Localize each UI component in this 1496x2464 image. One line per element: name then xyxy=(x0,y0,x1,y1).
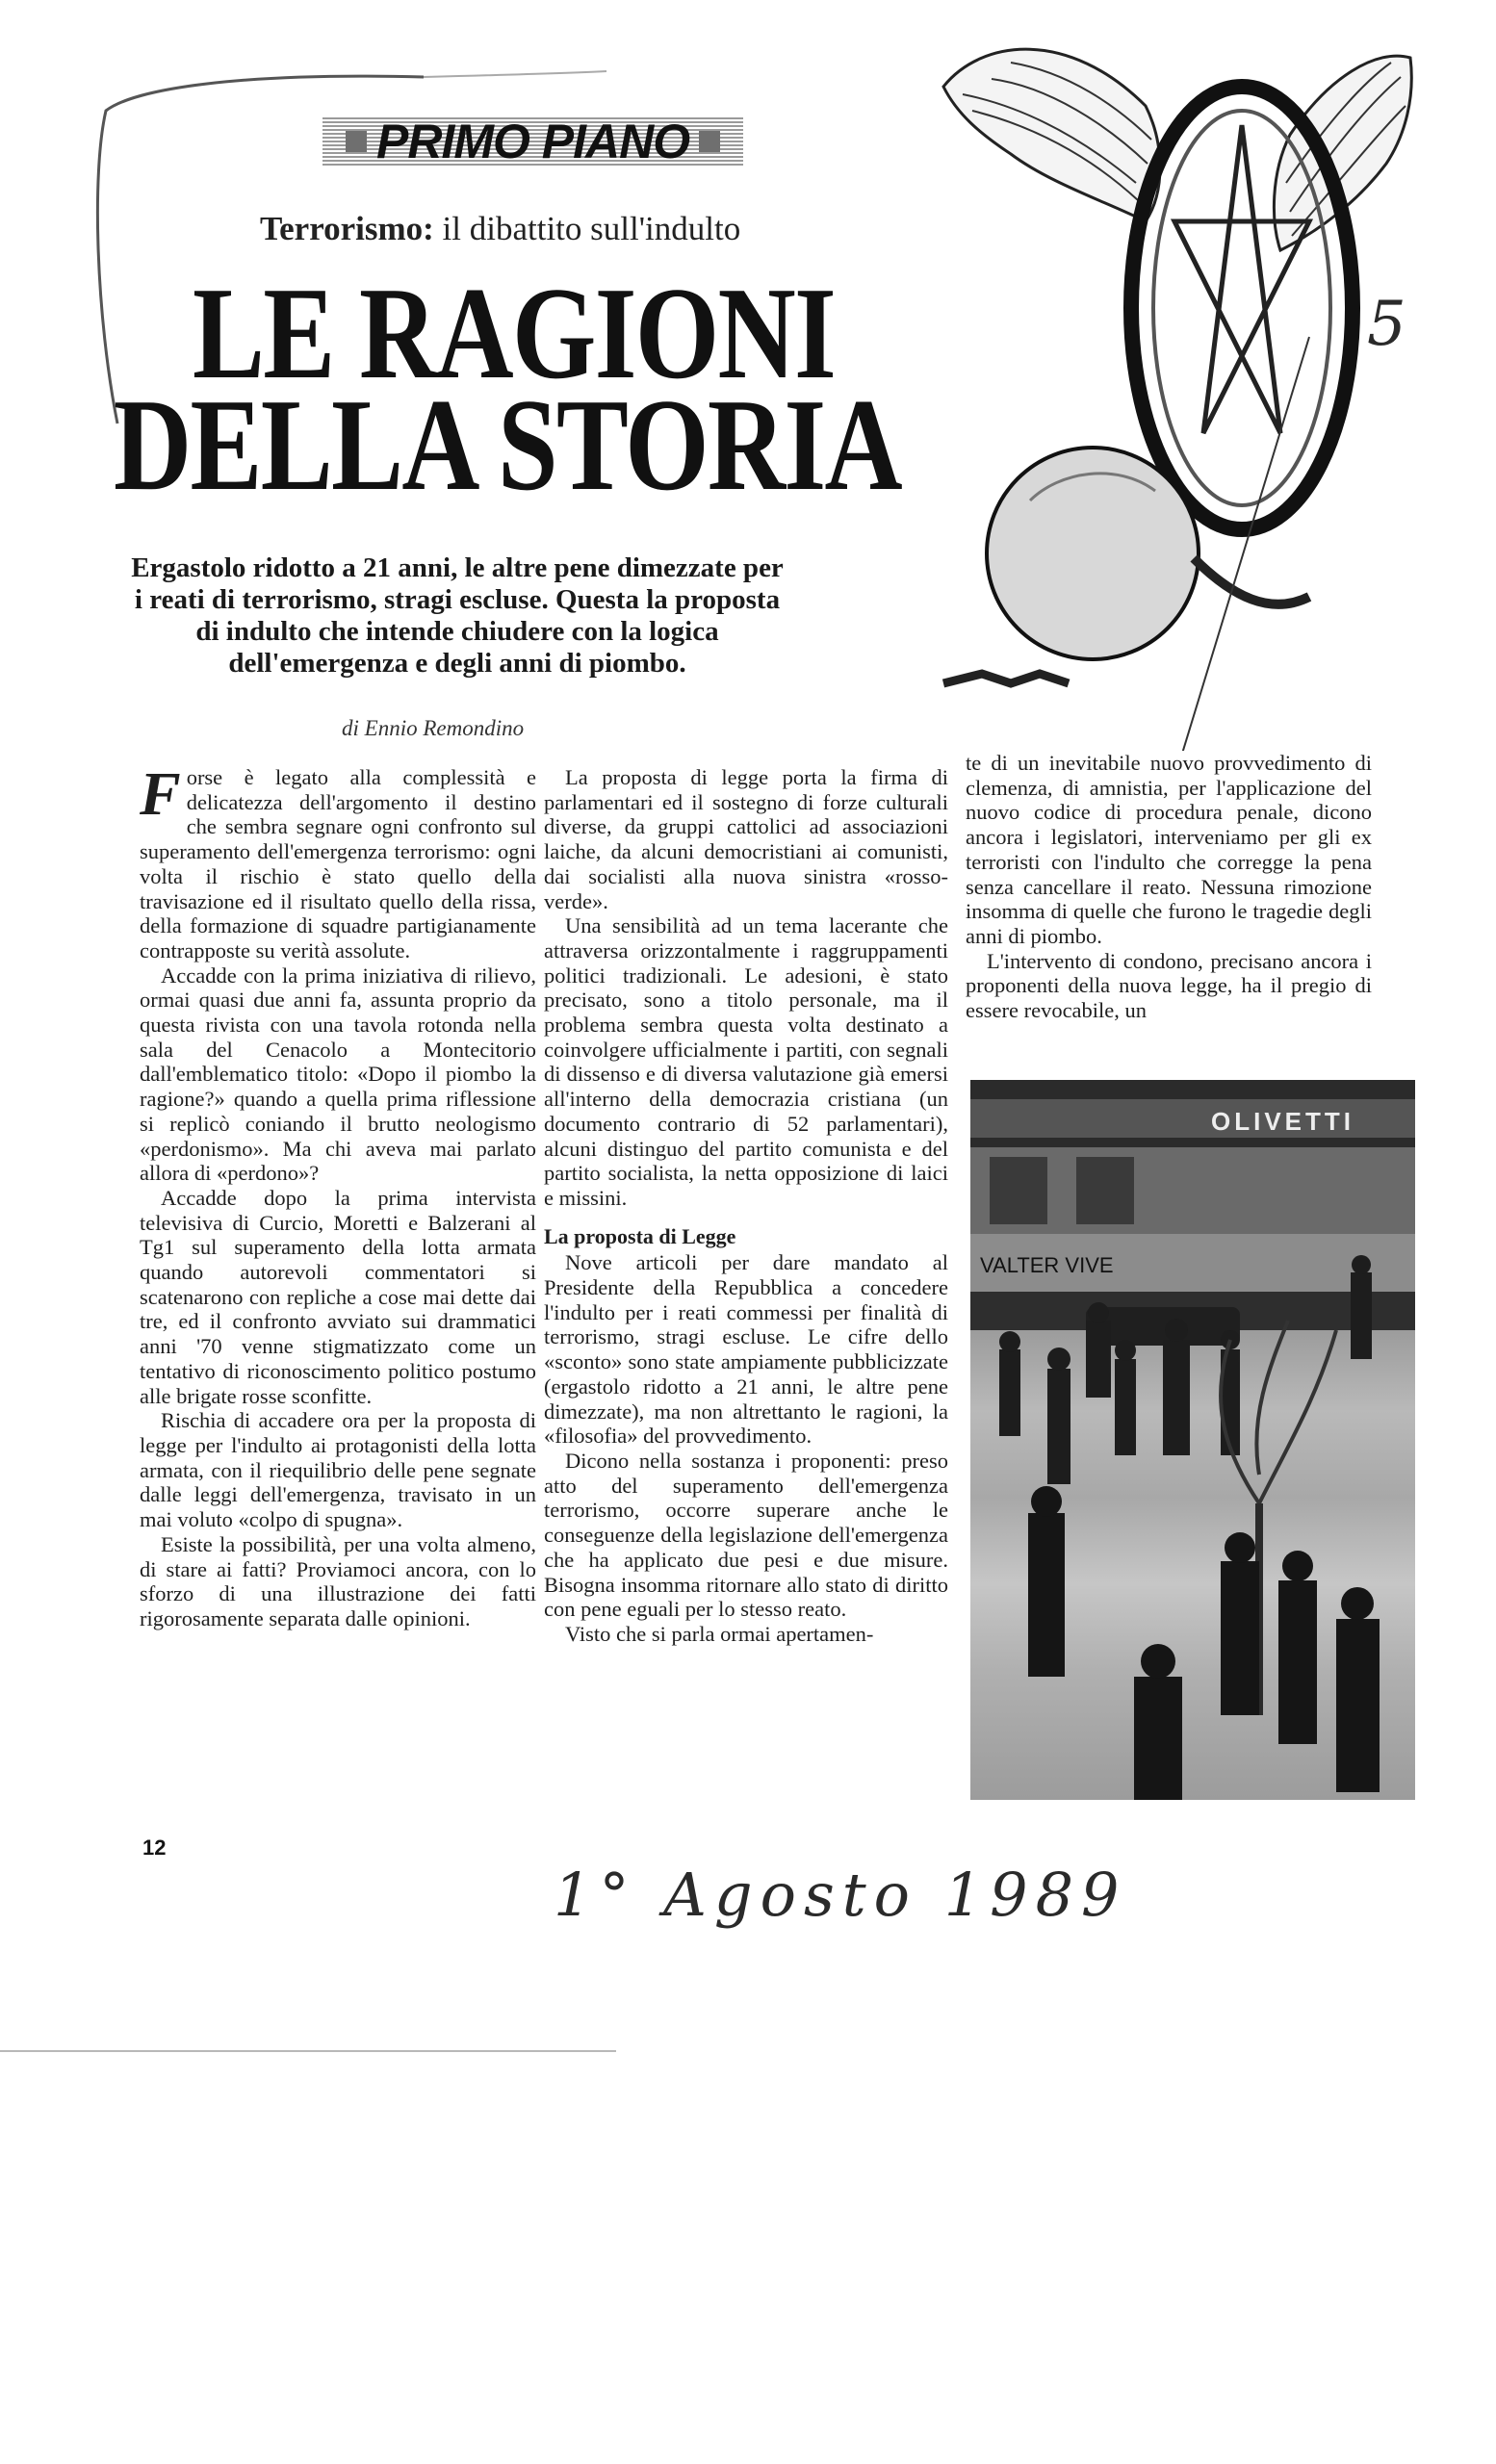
col1-paragraph: Accadde con la prima iniziativa di rilievo, ormai quasi due anni fa, assunta proprio da questa rivista con una tavola rotonda nella sala del Cenacolo a Montecitorio dall'emblematico titolo: «Dopo il piombo la ragione?» quando a quella prima riflessione si replicò coniando il brutto neologismo «perdonismo». Ma chi aveva mai parlato allora di «perdono»? xyxy=(140,962,536,1186)
handwritten-mark: 5 xyxy=(1367,289,1406,360)
page-number: 12 xyxy=(142,1835,167,1860)
headline xyxy=(114,260,901,518)
photo-wall-writing: VALTER VIVE xyxy=(980,1253,1114,1277)
dropcap: F xyxy=(140,759,181,828)
col3-paragraph: te di un inevitabile nuovo provvedimento di clemenza, di amnistia, per l'applicazione del nuovo codice di procedura penale, dicono ancora i legislatori, interveniamo per gli ex terroristi con l'indulto che corregge la pena senza cancellare il reato. Nessuna rimozione insomma di quelle che furono le tragedie degli anni di piombo. xyxy=(966,751,1372,948)
col1-paragraph: Esiste la possibilità, per una volta almeno, di stare ai fatti? Proviamoci ancora, con lo sforzo di una illustrazione dei fatti rigorosamente separata dalle opinioni. xyxy=(140,1531,536,1630)
subject-lead: Terrorismo: xyxy=(260,210,434,247)
photo-drawing xyxy=(970,1080,1415,1800)
col2-paragraph: Dicono nella sostanza i proponenti: preso atto del superamento dell'emergenza terrorismo, occorre superare anche le conseguenze della legislazione dell'emergenza che ha applicato due pesi e due misure. Bisogna insomma ritornare allo stato di diritto con pene eguali per lo stesso reato. xyxy=(544,1448,948,1622)
street-scene-photo xyxy=(970,1080,1415,1800)
col3-paragraph: L'intervento di condono, precisano ancora i proponenti della nuova legge, ha il pregio di essere revocabile, un xyxy=(966,948,1372,1023)
article-column-3 xyxy=(966,751,1372,1023)
deck: Ergastolo ridotto a 21 anni, le altre pene dimezzate per i reati di terrorismo, stragi escluse. Questa la proposta di indulto che intende chiudere con la logica dell'emergenza e degli anni di piombo. xyxy=(131,552,784,679)
scan-bottom-edge xyxy=(0,2050,616,2052)
handwritten-date: 1° Agosto 1989 xyxy=(554,1860,1127,1930)
col1-paragraph xyxy=(140,759,536,963)
winged-ball-and-chain-illustration xyxy=(924,19,1425,751)
kicker-square-left-icon xyxy=(346,131,367,152)
headline-line-2: DELLA STORIA xyxy=(114,372,901,518)
headline-line-1: LE RAGIONI xyxy=(193,260,836,406)
section-kicker-label: PRIMO PIANO xyxy=(376,115,690,168)
kicker-square-right-icon xyxy=(699,131,720,152)
subject-line xyxy=(260,210,740,248)
section-kicker xyxy=(322,117,743,166)
col2-subhead: La proposta di Legge xyxy=(544,1223,736,1248)
byline: di Ennio Remondino xyxy=(342,716,525,740)
col1-paragraph-text: orse è legato alla complessità e delicatezza dell'argomento il destino che sembra segnare ogni confronto sul superamento dell'emergenza terrorismo: ogni volta il rischio è stato quello della travisazione ed il risultato quello della rissa, della formazione di squadre partigianamente contrapposte su verità assolute. xyxy=(140,765,536,962)
subject-rest: il dibattito sull'indulto xyxy=(442,210,741,247)
article-column-1 xyxy=(140,759,536,1631)
col1-paragraph: Rischia di accadere ora per la proposta di legge per l'indulto ai protagonisti della lotta armata, con il riequilibrio delle pene segnate dalle leggi dell'emergenza, travisato in un mai voluto «colpo di spugna». xyxy=(140,1408,536,1532)
photo-shop-sign: OLIVETTI xyxy=(1211,1107,1354,1136)
col2-paragraph: Visto che si parla ormai apertamen- xyxy=(565,1621,874,1646)
col2-paragraph: Nove articoli per dare mandato al Presidente della Repubblica a concedere l'indulto per i reati commessi per finalità di terrorismo, stragi escluse. Le cifre dello «sconto» sono state ampiamente pubblicizzate (ergastolo ridotto a 21 anni, le altre pene dimezzate), ma non altrettanto le ragioni, la «filosofia» del provvedimento. xyxy=(544,1250,948,1449)
article-column-2 xyxy=(544,765,948,1647)
col2-paragraph: Una sensibilità ad un tema lacerante che attraversa orizzontalmente i raggruppamenti politici tradizionali. Le adesioni, è stato precisato, sono a titolo personale, ma il problema sembra questa volta destinato a coinvolgere ufficialmente i partiti, con segnali di dissenso e di diversa valutazione già emersi all'interno della democrazia cristiana (un documento contrario di 52 parlamentari), alcuni distinguo del partito comunista e del partito socialista, la netta opposizione di laici e missini. xyxy=(544,913,948,1210)
col1-paragraph: Accadde dopo la prima intervista televisiva di Curcio, Moretti e Balzerani al Tg1 sul superamento della lotta armata quando autorevoli commentatori si scatenarono con repliche a cose mai dette dai tre, ed il confronto avviato sui drammatici anni '70 venne stigmatizzato come un tentativo di riconoscimento politico postumo alle brigate rosse sconfitte. xyxy=(140,1185,536,1408)
col2-paragraph: La proposta di legge porta la firma di parlamentari ed il sostegno di forze culturali diverse, da gruppi cattolici ad associazioni laiche, da alcuni democristiani ai comunisti, dai socialisti alla nuova sinistra «rosso-verde». xyxy=(544,765,948,913)
